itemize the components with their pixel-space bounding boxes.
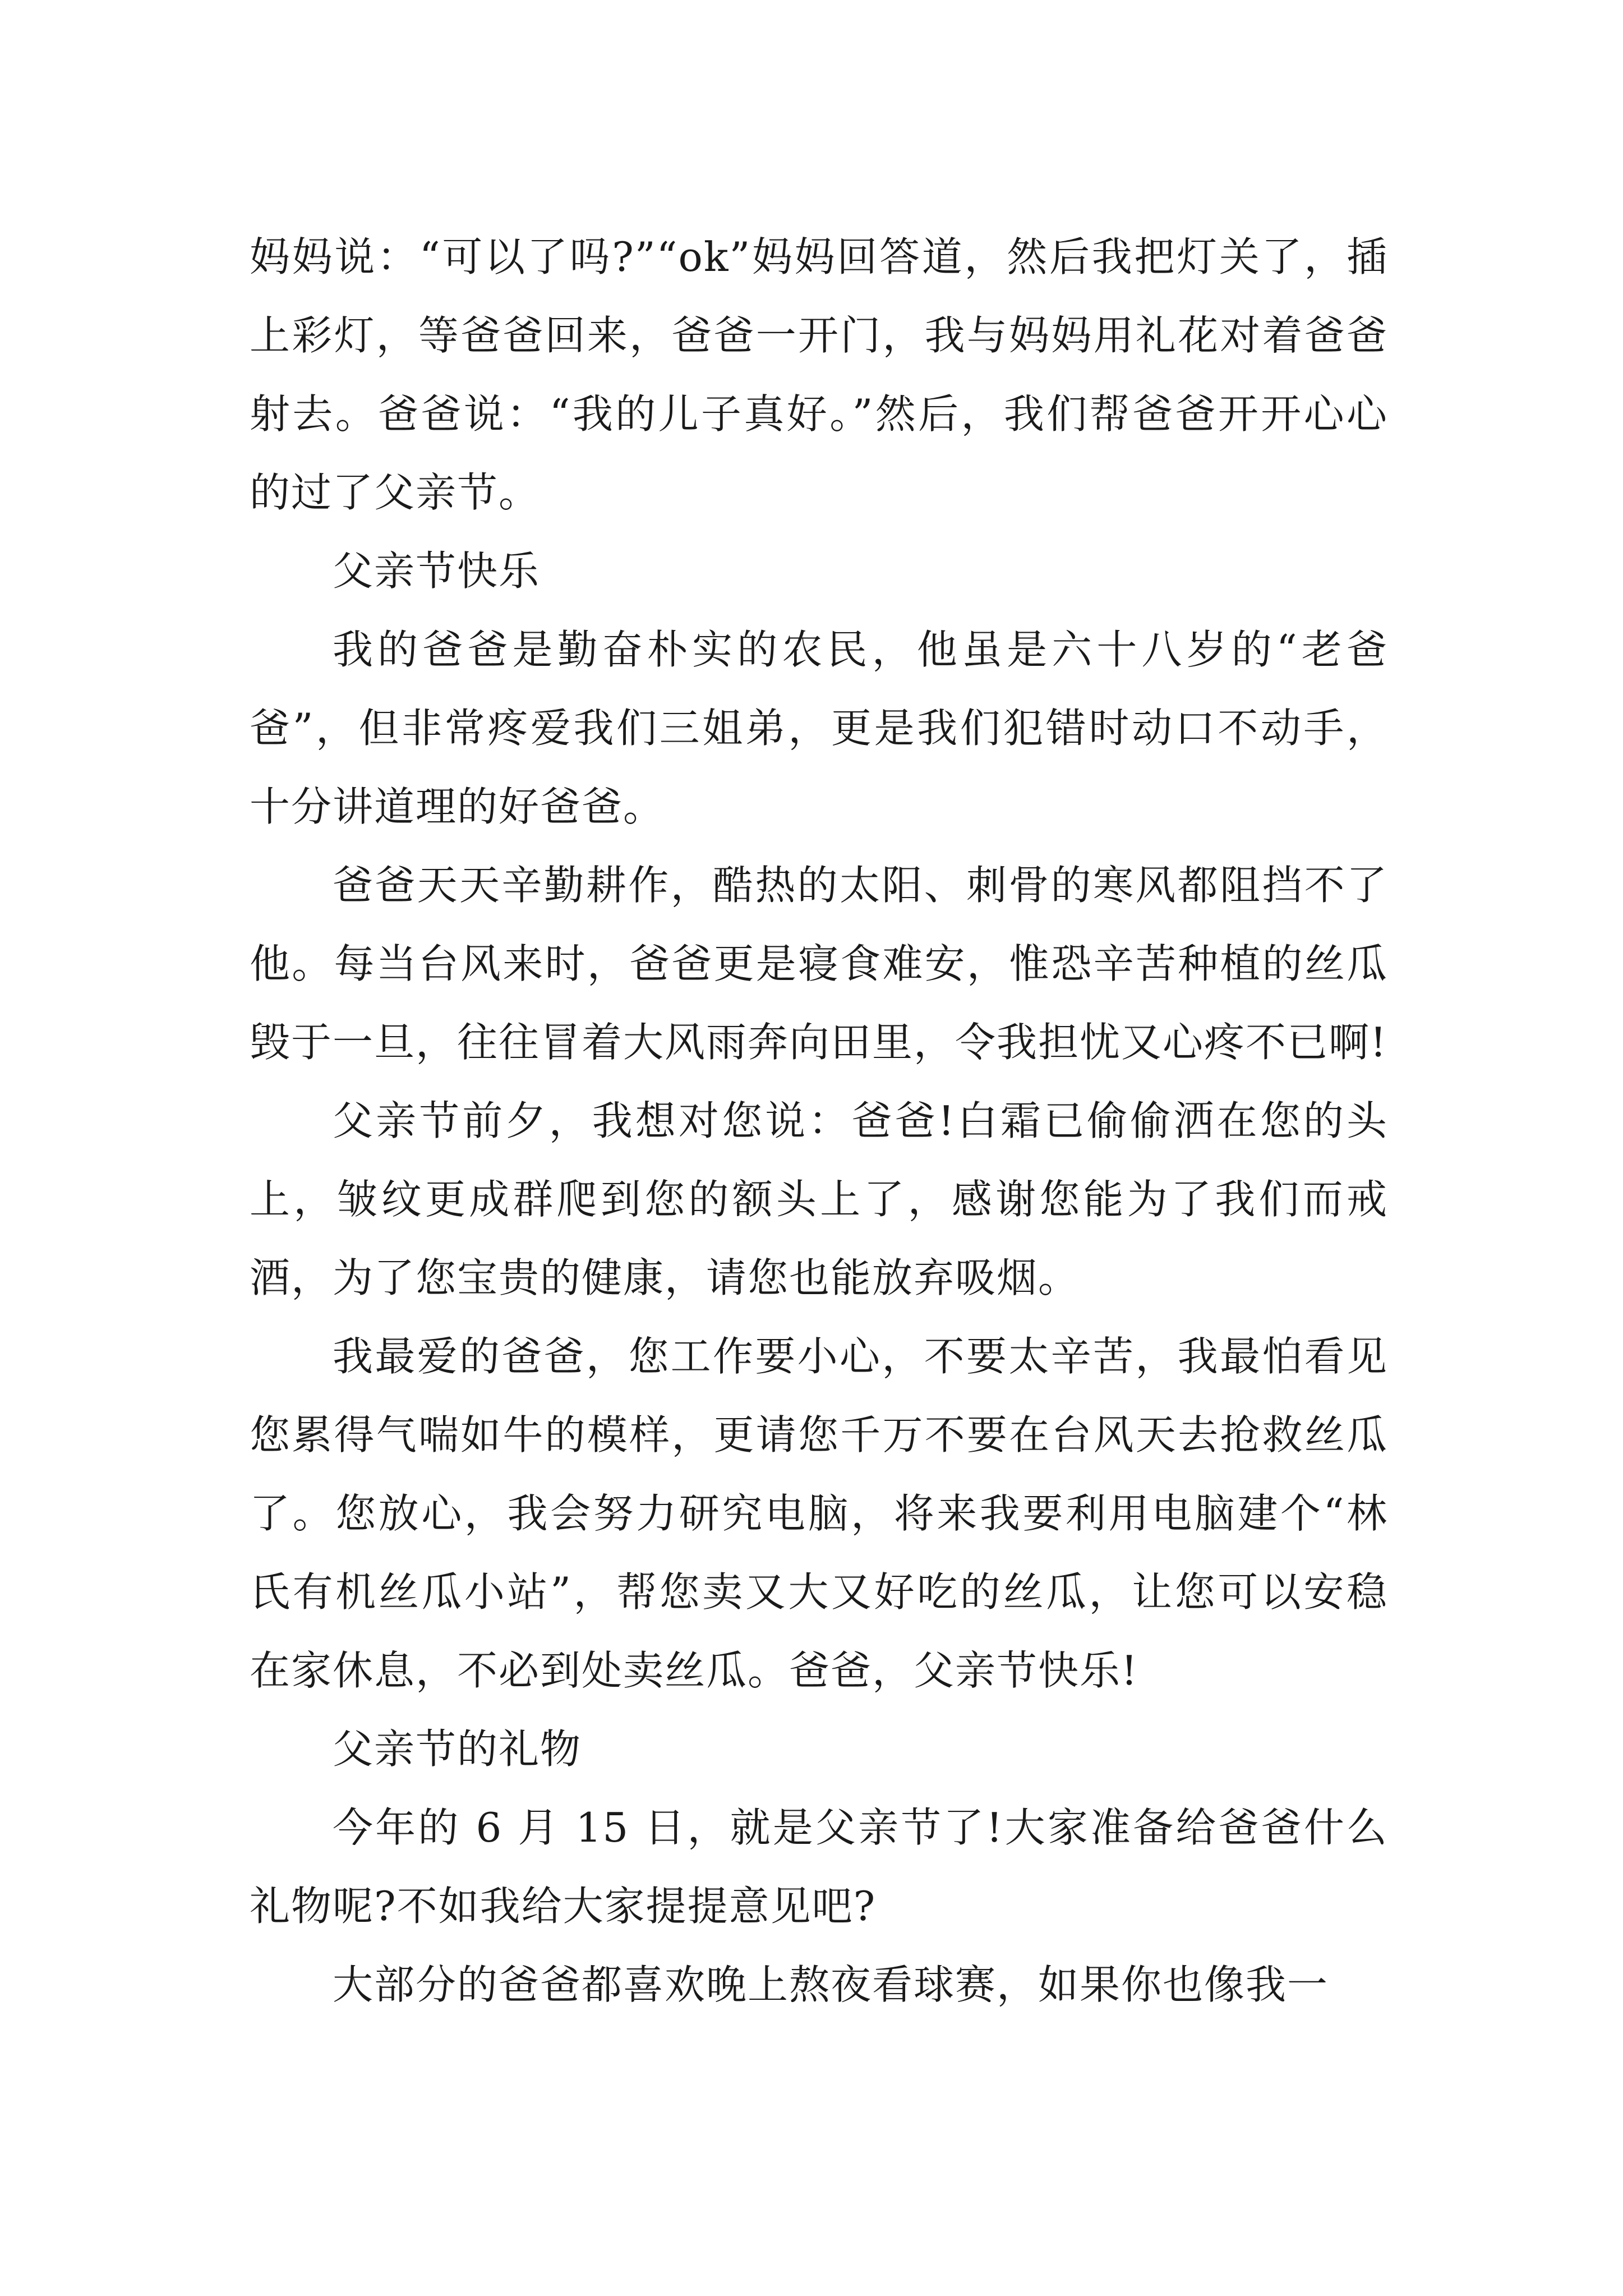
- paragraph-1: 妈妈说：“可以了吗?”“ok”妈妈回答道，然后我把灯关了，插上彩灯，等爸爸回来，爸爸一开门，我与妈妈用礼花对着爸爸射去。爸爸说：“我的儿子真好。”然后，我们帮爸爸开开心心的过了父亲节。: [250, 233, 1388, 516]
- section-heading-fathers-day-happy: 父亲节快乐: [333, 547, 541, 595]
- paragraph-6: 今年的 6 月 15 日，就是父亲节了!大家准备给爸爸什么礼物呢?不如我给大家提提意见吧?: [250, 1804, 1388, 1930]
- paragraph-3: 爸爸天天辛勤耕作，酷热的太阳、刺骨的寒风都阻挡不了他。每当台风来时，爸爸更是寝食难安，惟恐辛苦种植的丝瓜毁于一旦，往往冒着大风雨奔向田里，令我担忧又心疼不已啊!: [250, 862, 1388, 1066]
- document-body: [250, 218, 1388, 2024]
- paragraph-7: 大部分的爸爸都喜欢晚上熬夜看球赛，如果你也像我一: [333, 1961, 1329, 2008]
- paragraph-2: 我的爸爸是勤奋朴实的农民，他虽是六十八岁的“老爸爸”，但非常疼爱我们三姐弟，更是我们犯错时动口不动手，十分讲道理的好爸爸。: [250, 626, 1388, 830]
- paragraph-5: 我最爱的爸爸，您工作要小心，不要太辛苦，我最怕看见您累得气喘如牛的模样，更请您千万不要在台风天去抢救丝瓜了。您放心，我会努力研究电脑，将来我要利用电脑建个“林氏有机丝瓜小站”，帮您卖又大又好吃的丝瓜，让您可以安稳在家休息，不必到处卖丝瓜。爸爸，父亲节快乐!: [250, 1333, 1388, 1694]
- paragraph-4: 父亲节前夕，我想对您说：爸爸!白霜已偷偷洒在您的头上，皱纹更成群爬到您的额头上了，感谢您能为了我们而戒酒，为了您宝贵的健康，请您也能放弃吸烟。: [250, 1097, 1388, 1301]
- section-heading-fathers-day-gift: 父亲节的礼物: [333, 1726, 582, 1773]
